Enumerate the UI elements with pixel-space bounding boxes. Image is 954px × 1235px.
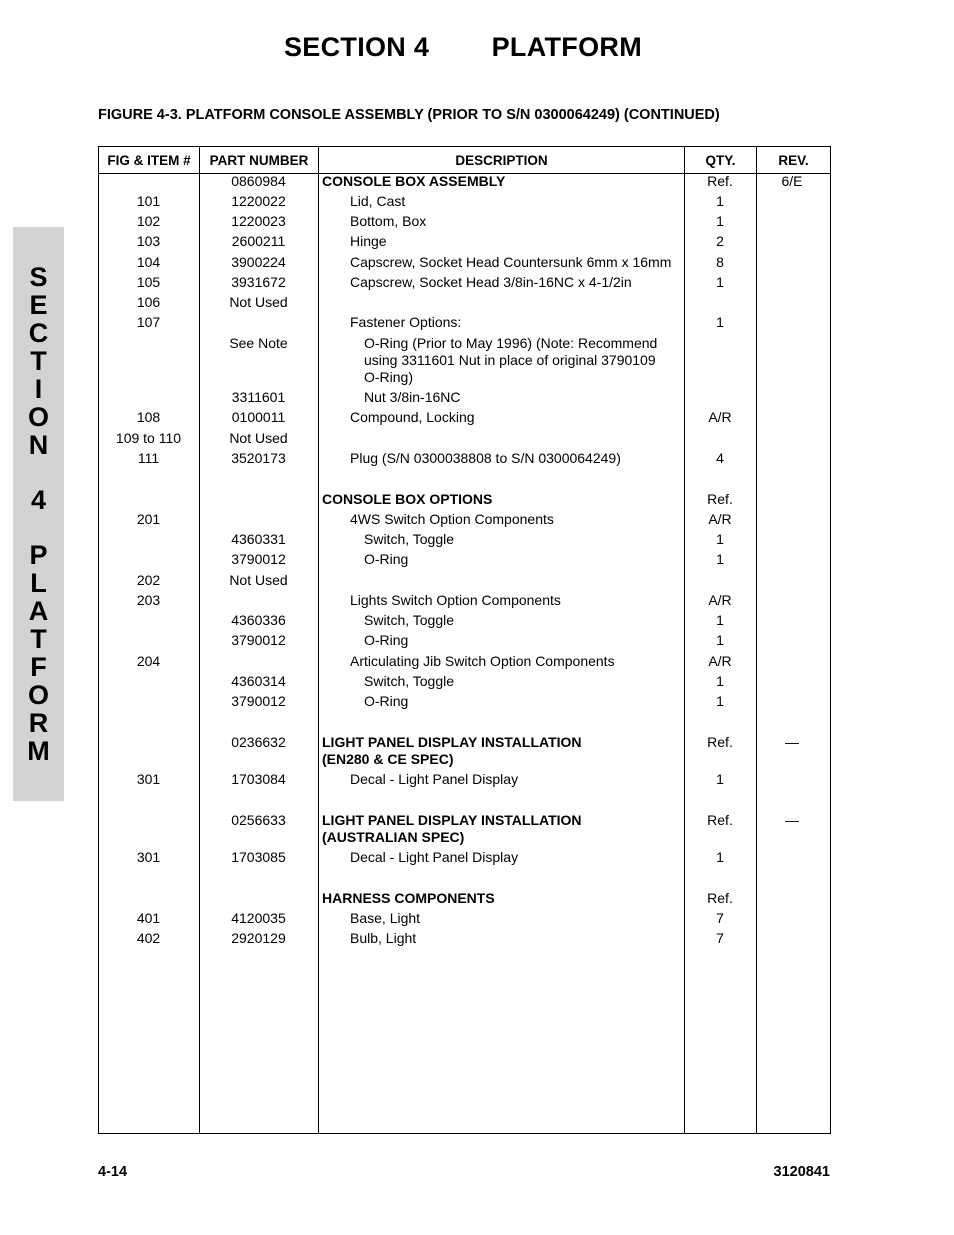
fig-item-cell: 301 <box>136 771 161 787</box>
side-tab-letter: A <box>28 596 49 626</box>
part-number-cell: 4360314 <box>231 673 286 689</box>
rev-cell: — <box>785 734 799 750</box>
fig-item-cell: 201 <box>136 511 161 527</box>
table-row <box>98 450 830 470</box>
part-number-cell: 3931672 <box>231 274 286 290</box>
table-row <box>98 294 830 314</box>
description-cell: CONSOLE BOX ASSEMBLY <box>322 173 506 189</box>
description-cell: Bulb, Light <box>350 930 417 946</box>
description-cell: 4WS Switch Option Components <box>350 511 554 527</box>
fig-item-cell: 107 <box>136 314 161 330</box>
part-number-cell: 1220022 <box>231 193 286 209</box>
fig-item-cell: 202 <box>136 572 161 588</box>
table-row <box>98 612 830 632</box>
qty-cell: 2 <box>716 233 724 249</box>
fig-item-cell: 104 <box>136 254 161 270</box>
part-number-cell: 0100011 <box>231 409 286 425</box>
table-row <box>98 653 830 673</box>
table-row <box>98 314 830 334</box>
figure-title: FIGURE 4-3. PLATFORM CONSOLE ASSEMBLY (PRIOR TO S/N 0300064249) (CONTINUED) <box>98 107 720 123</box>
table-row <box>98 734 830 767</box>
table-row <box>98 592 830 612</box>
table-row <box>98 430 830 450</box>
part-number-cell: 3311601 <box>231 389 286 405</box>
side-tab-letter: T <box>30 624 47 654</box>
table-row <box>98 254 830 274</box>
qty-cell: 1 <box>716 693 724 709</box>
description-cell: Compound, Locking <box>350 409 475 425</box>
description-cell: O-Ring <box>364 693 409 709</box>
part-number-cell: 0256633 <box>231 812 286 828</box>
side-tab-letter: T <box>30 346 47 376</box>
qty-cell: 1 <box>716 274 724 290</box>
description-cell: Switch, Toggle <box>364 531 455 547</box>
fig-item-cell: 204 <box>136 653 161 669</box>
table-row <box>98 632 830 652</box>
qty-cell: 8 <box>716 254 724 270</box>
description-cell: Switch, Toggle <box>364 612 455 628</box>
table-row <box>98 531 830 551</box>
col-header-description: DESCRIPTION <box>319 147 685 174</box>
description-cell: Capscrew, Socket Head Countersunk 6mm x 16mm <box>350 254 672 270</box>
fig-item-cell: 103 <box>136 233 161 249</box>
table-row <box>98 193 830 213</box>
qty-cell: 1 <box>716 213 724 229</box>
side-tab-letter: F <box>30 652 47 682</box>
part-number-cell: Not Used <box>229 572 288 588</box>
part-number-cell: 4360331 <box>231 531 286 547</box>
fig-item-cell: 111 <box>137 450 160 466</box>
description-cell: Articulating Jib Switch Option Components <box>350 653 615 669</box>
qty-cell: A/R <box>708 653 732 669</box>
description-cell: CONSOLE BOX OPTIONS <box>322 491 493 507</box>
side-tab-letter: O <box>27 680 49 710</box>
description-cell: Decal - Light Panel Display <box>350 849 519 865</box>
description-cell: Base, Light <box>350 910 421 926</box>
description-cell: HARNESS COMPONENTS <box>322 890 495 906</box>
table-row <box>98 572 830 592</box>
col-header-qty: QTY. <box>685 147 757 174</box>
table-row <box>98 673 830 693</box>
fig-item-cell: 109 to 110 <box>115 430 182 446</box>
side-tab-letter: N <box>28 430 49 460</box>
qty-cell: 1 <box>716 551 724 567</box>
fig-item-cell: 203 <box>136 592 161 608</box>
fig-item-cell: 401 <box>136 910 161 926</box>
description-cell: Hinge <box>350 233 387 249</box>
description-cell: Nut 3/8in-16NC <box>364 389 461 405</box>
rev-cell: 6/E <box>781 173 803 189</box>
description-cell: O-Ring (Prior to May 1996) (Note: Recommend using 3311601 Nut in place of original 3790109 O-Ring) <box>364 335 658 385</box>
col-header-fig-item: FIG & ITEM # <box>99 147 200 174</box>
part-number-cell: 3520173 <box>231 450 286 466</box>
description-cell: Switch, Toggle <box>364 673 455 689</box>
side-tab-letter: 4 <box>30 485 47 515</box>
document-number: 3120841 <box>773 1164 830 1180</box>
side-tab-letter: L <box>30 568 47 598</box>
part-number-cell: 3900224 <box>231 254 286 270</box>
section-title: SECTION 4 PLATFORM <box>283 32 642 62</box>
description-cell: Fastener Options: <box>350 314 462 330</box>
qty-cell: A/R <box>708 592 732 608</box>
part-number-cell: 3790012 <box>231 551 286 567</box>
qty-cell: 1 <box>716 673 724 689</box>
qty-cell: Ref. <box>707 890 733 906</box>
table-row <box>98 511 830 531</box>
part-number-cell: 1220023 <box>231 213 286 229</box>
part-number-cell: 1703084 <box>231 771 286 787</box>
table-row <box>98 930 830 950</box>
qty-cell: 4 <box>716 450 724 466</box>
qty-cell: 1 <box>716 849 724 865</box>
table-row <box>98 812 830 845</box>
qty-cell: 7 <box>716 930 724 946</box>
part-number-cell: 4360336 <box>231 612 286 628</box>
table-row <box>98 173 830 193</box>
qty-cell: 7 <box>716 910 724 926</box>
description-cell: Lid, Cast <box>350 193 406 209</box>
description-cell: Lights Switch Option Components <box>350 592 561 608</box>
side-tab-letter: R <box>28 708 49 738</box>
table-row <box>98 233 830 253</box>
qty-cell: 1 <box>716 632 724 648</box>
page-number: 4-14 <box>98 1164 128 1180</box>
part-number-cell: 0236632 <box>231 734 286 750</box>
qty-cell: 1 <box>716 612 724 628</box>
part-number-cell: 3790012 <box>231 632 286 648</box>
qty-cell: Ref. <box>707 812 733 828</box>
qty-cell: 1 <box>716 531 724 547</box>
part-number-cell: 0860984 <box>231 173 286 189</box>
table-row <box>98 551 830 571</box>
table-row <box>98 213 830 233</box>
side-tab-letter: E <box>29 290 48 320</box>
part-number-cell: Not Used <box>229 430 288 446</box>
side-tab-letter: P <box>29 540 48 570</box>
side-tab-letter: M <box>27 736 50 766</box>
table-row <box>98 409 830 429</box>
rev-cell: — <box>785 812 799 828</box>
fig-item-cell: 402 <box>136 930 161 946</box>
part-number-cell: 2920129 <box>231 930 286 946</box>
description-cell: Decal - Light Panel Display <box>350 771 519 787</box>
table-row <box>98 491 830 511</box>
part-number-cell: 1703085 <box>231 849 286 865</box>
description-cell: O-Ring <box>364 632 409 648</box>
description-cell: LIGHT PANEL DISPLAY INSTALLATION (AUSTRALIAN SPEC) <box>322 812 582 845</box>
part-number-cell: 3790012 <box>231 693 286 709</box>
qty-cell: A/R <box>708 409 732 425</box>
qty-cell: Ref. <box>707 173 733 189</box>
qty-cell: Ref. <box>707 734 733 750</box>
fig-item-cell: 105 <box>136 274 161 290</box>
description-cell: O-Ring <box>364 551 409 567</box>
fig-item-cell: 301 <box>136 849 161 865</box>
table-row <box>98 890 830 910</box>
description-cell: Plug (S/N 0300038808 to S/N 0300064249) <box>350 450 621 466</box>
side-tab-letter: O <box>27 402 49 432</box>
table-row <box>98 274 830 294</box>
table-row <box>98 910 830 930</box>
description-cell: LIGHT PANEL DISPLAY INSTALLATION (EN280 & CE SPEC) <box>322 734 582 767</box>
part-number-cell: 4120035 <box>231 910 286 926</box>
qty-cell: 1 <box>716 314 724 330</box>
fig-item-cell: 106 <box>136 294 161 310</box>
qty-cell: Ref. <box>707 491 733 507</box>
table-row <box>98 849 830 869</box>
qty-cell: 1 <box>716 771 724 787</box>
part-number-cell: Not Used <box>229 294 288 310</box>
description-cell: Bottom, Box <box>350 213 427 229</box>
table-row <box>98 771 830 791</box>
col-header-rev: REV. <box>757 147 831 174</box>
fig-item-cell: 102 <box>136 213 161 229</box>
side-tab-letter: C <box>28 318 49 348</box>
table-row <box>98 389 830 409</box>
section-side-tab <box>13 227 64 801</box>
side-tab-letter: S <box>29 262 48 292</box>
part-number-cell: See Note <box>229 335 288 351</box>
qty-cell: 1 <box>716 193 724 209</box>
col-header-part-number: PART NUMBER <box>200 147 319 174</box>
part-number-cell: 2600211 <box>231 233 286 249</box>
qty-cell: A/R <box>708 511 732 527</box>
fig-item-cell: 108 <box>136 409 161 425</box>
description-cell: Capscrew, Socket Head 3/8in-16NC x 4-1/2in <box>350 274 632 290</box>
table-header-row <box>99 147 831 174</box>
fig-item-cell: 101 <box>136 193 161 209</box>
table-row <box>98 335 830 385</box>
side-tab-letter: I <box>34 374 43 404</box>
table-row <box>98 693 830 713</box>
